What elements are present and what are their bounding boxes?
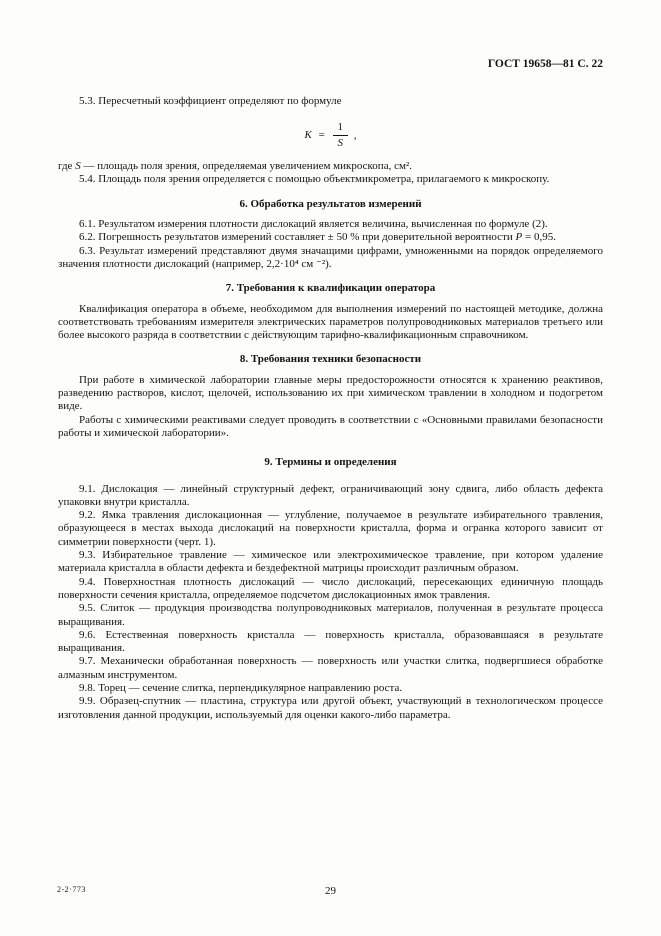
paragraph-9-7: 9.7. Механически обработанная поверхность — поверхность или участки слитка, подвергшиеся обработке алмазным инструментом.: [58, 655, 603, 681]
doc-reference: ГОСТ 19658—81 С. 22: [487, 58, 603, 70]
p62-pre: 6.2. Погрешность результатов измерений составляет ± 50 % при доверительной вероятности: [79, 231, 516, 244]
paragraph-9-1: 9.1. Дислокация — линейный структурный дефект, ограничивающий зону сдвига, либо область дефекта упаковки внутри кристалла.: [58, 482, 603, 508]
paragraph-9-8: 9.8. Торец — сечение слитка, перпендикулярное направлению роста.: [79, 681, 403, 694]
section-heading-6: 6. Обработка результатов измерений: [239, 197, 422, 210]
formula-numerator: 1: [333, 121, 349, 136]
paragraph-5-3: 5.3. Пересчетный коэффициент определяют по формуле: [79, 95, 342, 108]
print-order-mark: 2-2·773: [57, 884, 86, 894]
paragraph-5-4: 5.4. Площадь поля зрения определяется с помощью объектмикрометра, прилагаемого к микроскопу.: [79, 173, 550, 186]
formula-denominator: S: [337, 136, 344, 149]
page-number: 29: [325, 884, 336, 897]
formula-equals: =: [318, 128, 325, 141]
paragraph-where: [58, 160, 603, 173]
paragraph-9-3: 9.3. Избирательное травление — химическое или электрохимическое травление, при котором удаление материала кристалла в области дефекта и бездефектной матрицы происходит различным образом.: [58, 549, 603, 575]
doc-header: [58, 58, 603, 71]
paragraph-8-2: Работы с химическими реактивами следует проводить в соответствии с «Основными правилами безопасности работы и химической лаборатории».: [58, 413, 603, 439]
paragraph-9-5: 9.5. Слиток — продукция производства полупроводниковых материалов, полученная в результате процесса выращивания.: [58, 602, 603, 628]
section-heading-9: 9. Термины и определения: [264, 456, 397, 469]
formula-k: [58, 121, 603, 151]
paragraph-9-6: 9.6. Естественная поверхность кристалла — поверхность кристалла, образовавшаяся в результате выращивания.: [58, 628, 603, 655]
where-variable-s: S: [75, 160, 81, 173]
paragraph-6-3: 6.3. Результат измерений представляют двумя значащими цифрами, умноженными на порядок определяемого значения плотности дислокаций (например, 2,2·10⁴ см ⁻²).: [58, 244, 603, 270]
paragraph-9-2: 9.2. Ямка травления дислокационная — углубление, получаемое в результате избирательного травления, образующееся в местах выхода дислокаций на поверхности кристалла, форма и огранка которого зависит от симметрии поверхности (черт. 1).: [58, 509, 603, 548]
formula-fraction: [333, 121, 349, 151]
where-post: — площадь поля зрения, определяемая увеличением микроскопа, см².: [80, 160, 412, 173]
p62-variable-p: Р: [515, 231, 523, 244]
paragraph-6-2: [58, 231, 603, 244]
formula-lhs: K: [304, 128, 312, 141]
section-heading-8: 8. Требования техники безопасности: [239, 353, 422, 366]
where-pre: где: [58, 160, 76, 173]
paragraph-9-9: 9.9. Образец-спутник — пластина, структура или другой объект, участвующий в технологическом процессе изготовления данной продукции, используемый для оценки какого-либо параметра.: [58, 695, 603, 721]
paragraph-8-1: При работе в химической лаборатории главные меры предосторожности относятся к хранению реактивов, разведению растворов, кислот, щелочей, использованию их при химическом травлении в холодном и подогретом виде.: [58, 373, 603, 413]
p62-post: = 0,95.: [522, 231, 556, 244]
paragraph-6-1: 6.1. Результатом измерения плотности дислокаций является величина, вычисленная по формуле (2).: [79, 218, 548, 231]
section-heading-7: 7. Требования к квалификации оператора: [225, 282, 436, 295]
paragraph-7-1: Квалификация оператора в объеме, необходимом для выполнения измерений по настоящей методике, должна соответствовать требованиям измерителя электрических параметров полупроводниковых материалов третьего или более высокого разряда в соответствии с действующим тарифно-квалификационным справочником.: [58, 302, 603, 342]
formula-tail: ,: [353, 128, 357, 141]
paragraph-9-4: 9.4. Поверхностная плотность дислокаций — число дислокаций, пересекающих единичную площадь поверхности сечения кристалла, определяемое подсчетом дислокационных ямок травления.: [58, 575, 603, 601]
